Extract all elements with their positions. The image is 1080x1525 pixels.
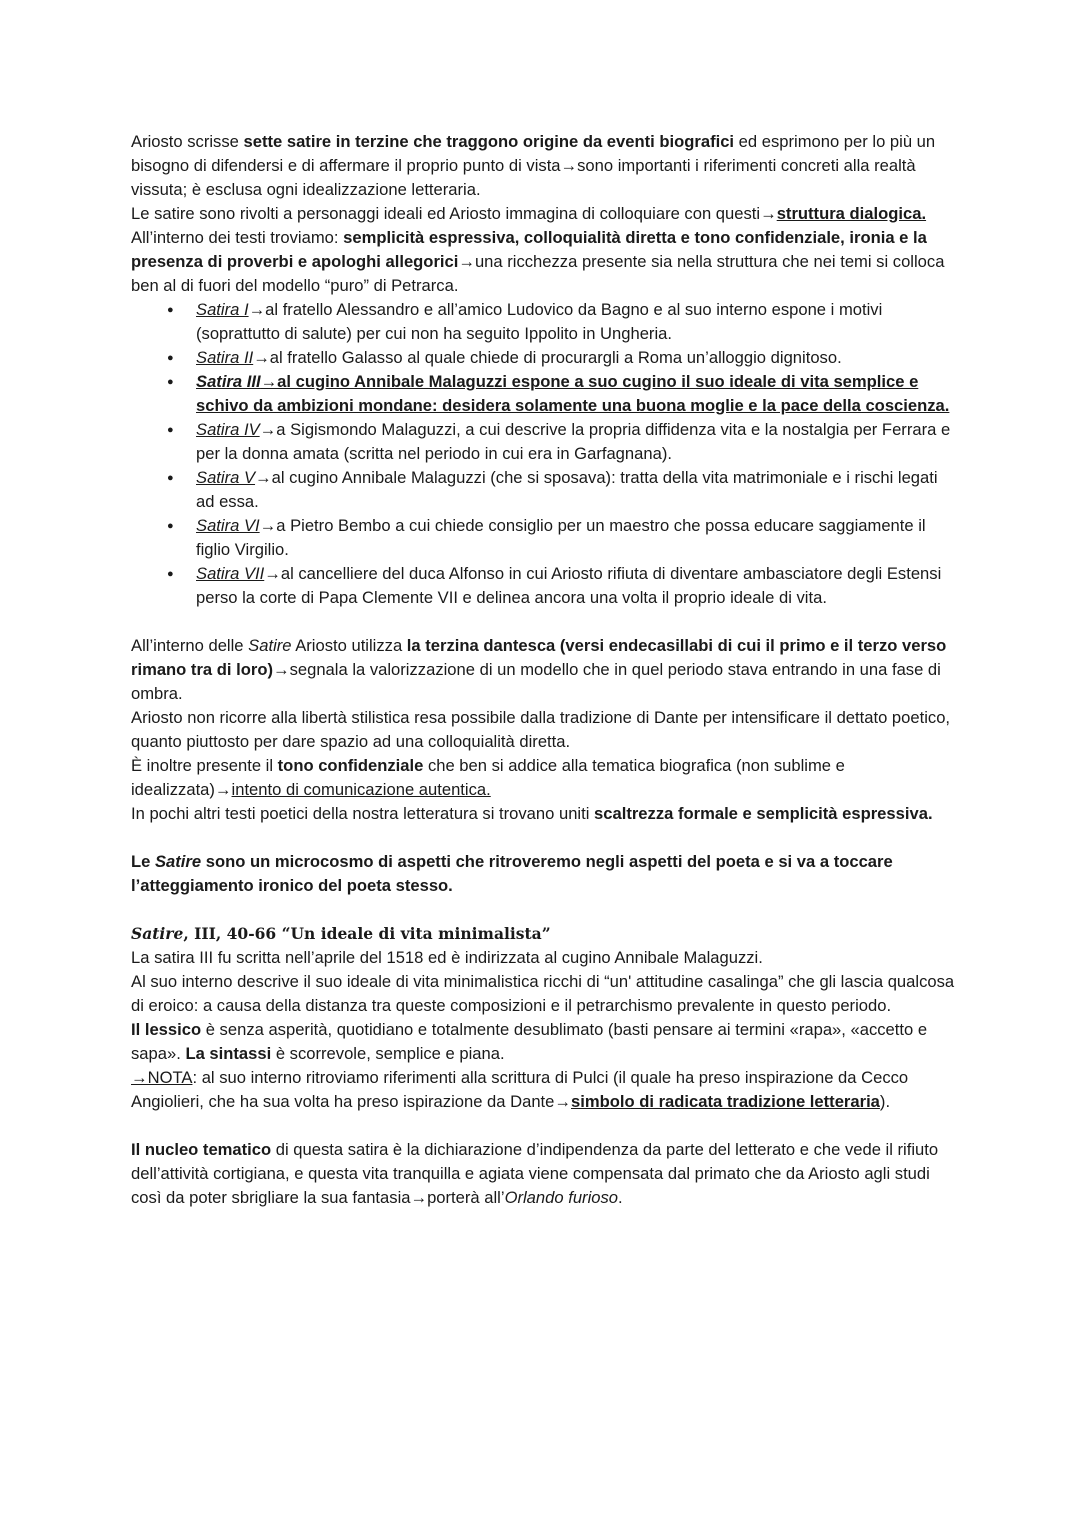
text: di questa satira è la dichiarazione d’indipendenza da parte del letterato e che vede il rifiuto dell’attività cortigiana, e questa vita tranquilla e agiata viene compensata dal primato che da Ariosto agli studi così da poter sbrigliare la sua fantasia→porterà all’ bbox=[131, 1140, 939, 1207]
paragraph-dante: Ariosto non ricorre alla libertà stilistica resa possibile dalla tradizione di Dante per intensificare il dettato poetico, quanto piuttosto per dare spazio ad una colloquialità diretta. bbox=[131, 708, 951, 751]
spacer bbox=[131, 826, 956, 850]
satira-text: →al cancelliere del duca Alfonso in cui Ariosto rifiuta di diventare ambasciatore degli Estensi perso la corte di Papa Clemente VII e delinea ancora una volta il proprio ideale di vita. bbox=[196, 564, 942, 607]
satira-text: →al cugino Annibale Malaguzzi espone a suo cugino il suo ideale di vita semplice e schivo da ambizioni mondane: desidera solamente una buona moglie e la pace della coscienza. bbox=[196, 372, 950, 415]
text: è senza asperità, quotidiano e totalmente desublimato (basti pensare ai termini «rapa», «accetto e sapa». bbox=[131, 1020, 928, 1063]
satira-title: Satira V bbox=[196, 468, 256, 487]
document-body bbox=[131, 130, 956, 1210]
paragraph-style bbox=[131, 802, 956, 826]
text: : al suo interno ritroviamo riferimenti alla scrittura di Pulci (il quale ha preso inspirazione da Cecco Angiolieri, che ha sua volta ha preso ispirazione da Dante→ bbox=[131, 1068, 909, 1111]
bold-text: sette satire in terzine che traggono origine da eventi biografici bbox=[243, 132, 735, 151]
bold-text: Il lessico bbox=[131, 1020, 202, 1039]
satira-title: Satira II bbox=[196, 348, 254, 367]
satira-text: →al fratello Galasso al quale chiede di procurargli a Roma un’alloggio dignitoso. bbox=[253, 348, 842, 367]
list-item bbox=[131, 514, 956, 562]
text: che ben si addice alla tematica biografica (non sublime e idealizzata)→ bbox=[131, 756, 845, 799]
text: ). bbox=[879, 1092, 891, 1111]
paragraph-lessico bbox=[131, 1018, 956, 1066]
paragraph-dialogic bbox=[131, 202, 956, 226]
bold-text: scaltrezza formale e semplicità espressiva. bbox=[594, 804, 933, 823]
text: è scorrevole, semplice e piana. bbox=[271, 1044, 505, 1063]
paragraph-nota bbox=[131, 1066, 956, 1114]
paragraph-microcosm bbox=[131, 850, 956, 898]
underlined-text: →NOTA bbox=[131, 1068, 193, 1087]
list-item bbox=[131, 298, 956, 346]
text: È inoltre presente il bbox=[131, 756, 278, 775]
satira-text: →al fratello Alessandro e all’amico Ludovico da Bagno e al suo interno espone i motivi (soprattutto di salute) per cui non ha seguito Ippolito in Ungheria. bbox=[196, 300, 883, 343]
italic-text: Satire bbox=[154, 852, 202, 871]
satira-title: Satira VI bbox=[196, 516, 260, 535]
paragraph-intro bbox=[131, 130, 956, 202]
italic-text: Orlando furioso bbox=[504, 1188, 619, 1207]
paragraph-date: La satira III fu scritta nell’aprile del 1518 ed è indirizzata al cugino Annibale Malaguzzi. bbox=[131, 948, 763, 967]
list-item bbox=[131, 466, 956, 514]
list-item bbox=[131, 370, 956, 418]
bold-text: semplicità espressiva, colloquialità diretta e tono confidenziale, ironia e la presenza di proverbi e apologhi allegorici bbox=[131, 228, 927, 271]
text: In pochi altri testi poetici della nostra letteratura si trovano uniti bbox=[131, 804, 595, 823]
satira-title: Satira I bbox=[196, 300, 249, 319]
text: All’interno delle bbox=[131, 636, 249, 655]
text: . bbox=[618, 1188, 623, 1207]
satira-title: Satira IV bbox=[196, 420, 260, 439]
heading-text: , III, 40-66 “Un ideale di vita minimalista” bbox=[183, 924, 551, 943]
bold-text: La sintassi bbox=[185, 1044, 272, 1063]
satira-text: →a Pietro Bembo a cui chiede consiglio per un maestro che possa educare saggiamente il figlio Virgilio. bbox=[196, 516, 926, 559]
text: Ariosto scrisse bbox=[131, 132, 244, 151]
text: Ariosto utilizza bbox=[291, 636, 407, 655]
paragraph-ideal: Al suo interno descrive il suo ideale di vita minimalistica ricchi di “un' attitudine casalinga” che gli lascia qualcosa di eroico: a causa della distanza tra queste composizioni e il petrarchismo prevalente in questo periodo. bbox=[131, 972, 955, 1015]
paragraph-features bbox=[131, 226, 956, 298]
paragraph-nucleo bbox=[131, 1138, 956, 1210]
satira-text: →al cugino Annibale Malaguzzi (che si sposava): tratta della vita matrimoniale e i rischi legati ad essa. bbox=[196, 468, 938, 511]
satira-title: Satira VII bbox=[196, 564, 265, 583]
underlined-text: intento di comunicazione autentica. bbox=[231, 780, 491, 799]
paragraph-terzina bbox=[131, 634, 956, 706]
text: →segnala la valorizzazione di un modello che in quel periodo stava entrando in una fase di ombra. bbox=[131, 660, 941, 703]
text: sono un microcosmo di aspetti che ritroveremo negli aspetti del poeta e si va a toccare l’atteggiamento ironico del poeta stesso. bbox=[131, 852, 893, 895]
section-heading bbox=[131, 922, 956, 946]
list-item bbox=[131, 562, 956, 610]
bold-text: Il nucleo tematico bbox=[131, 1140, 272, 1159]
text: Le satire sono rivolti a personaggi ideali ed Ariosto immagina di colloquiare con questi→ bbox=[131, 204, 777, 223]
underlined-bold-text: simbolo di radicata tradizione letteraria bbox=[571, 1092, 880, 1111]
heading-italic: Satire bbox=[131, 924, 184, 943]
text: All’interno dei testi troviamo: bbox=[131, 228, 344, 247]
list-item bbox=[131, 346, 956, 370]
satira-text: →a Sigismondo Malaguzzi, a cui descrive la propria diffidenza vita e la nostalgia per Ferrara e per la donna amata (scritta nel periodo in cui era in Garfagnana). bbox=[196, 420, 951, 463]
bold-text: la terzina dantesca (versi endecasillabi di cui il primo e il terzo verso rimano tra di loro) bbox=[131, 636, 947, 679]
underlined-bold-text: struttura dialogica. bbox=[776, 204, 927, 223]
paragraph-tone bbox=[131, 754, 956, 802]
text: Le bbox=[131, 852, 155, 871]
text: →una ricchezza presente sia nella struttura che nei temi si colloca ben al di fuori del modello “puro” di Petrarca. bbox=[131, 252, 945, 295]
spacer bbox=[131, 898, 956, 922]
satire-list bbox=[131, 298, 956, 610]
satira-title: Satira III bbox=[196, 372, 261, 391]
spacer bbox=[131, 610, 956, 634]
spacer bbox=[131, 1114, 956, 1138]
bold-text: tono confidenziale bbox=[277, 756, 424, 775]
italic-text: Satire bbox=[248, 636, 292, 655]
list-item bbox=[131, 418, 956, 466]
text: ed esprimono per lo più un bisogno di difendersi e di affermare il proprio punto di vista→sono importanti i riferimenti concreti alla realtà vissuta; è esclusa ogni idealizzazione letteraria. bbox=[131, 132, 936, 199]
